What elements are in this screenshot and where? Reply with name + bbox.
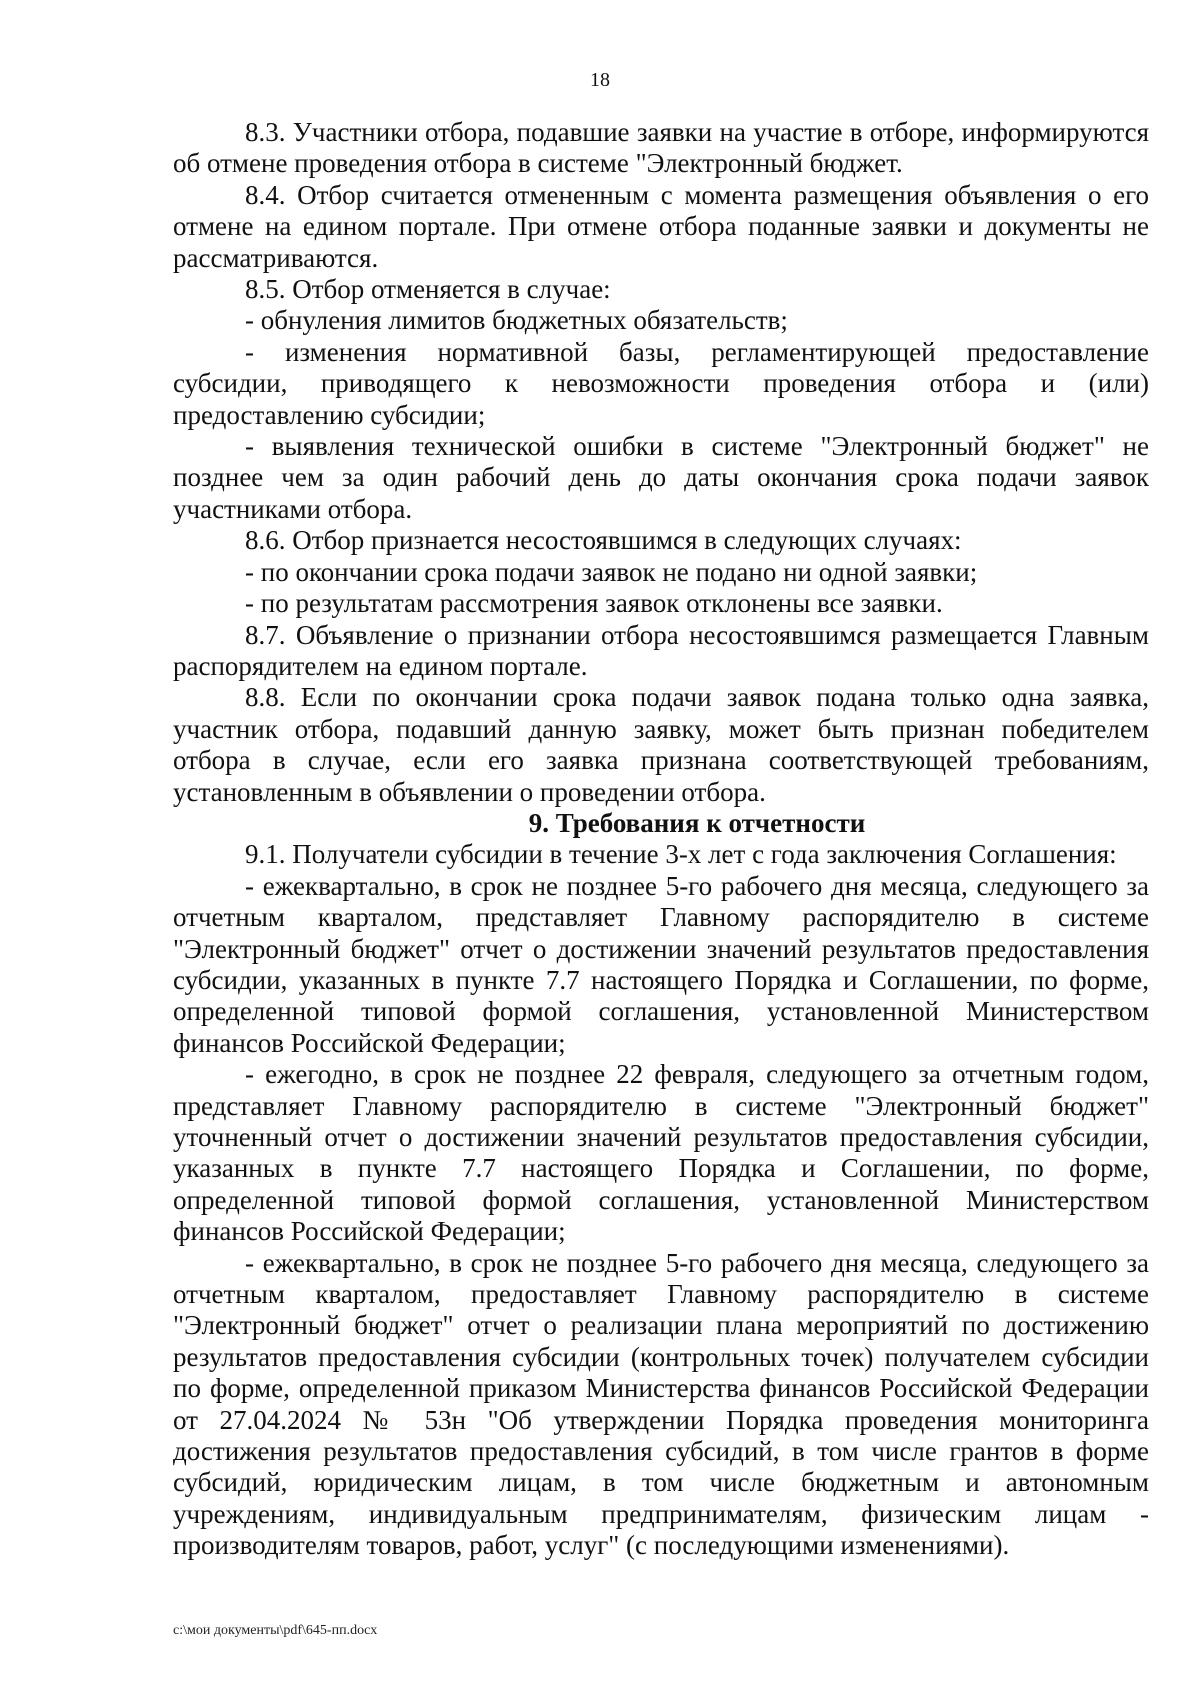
paragraph-8-4: 8.4. Отбор считается отмененным с момента размещения объявления о его отмене на едином портале. При отмене отбора поданные заявки и документы не рассматриваются. (173, 179, 1149, 273)
document-body (173, 117, 1149, 1562)
paragraph-9-1: 9.1. Получатели субсидии в течение 3-х лет с года заключения Соглашения: (245, 839, 1117, 870)
list-item: - выявления технической ошибки в системе "Электронный бюджет" не позднее чем за один рабочий день до даты окончания срока подачи заявок участниками отбора. (173, 431, 1149, 524)
list-item: - ежегодно, в срок не позднее 22 февраля, следующего за отчетным годом, представляет Главному распорядителю в системе "Электронный бюджет" уточненный отчет о достижении значений результатов предоставления субсидии, указанных в пункте 7.7 настоящего Порядка и Соглашении, по форме, определенной типовой формой соглашения, установленной Министерством финансов Российской Федерации; (173, 1059, 1149, 1247)
list-item: - обнуления лимитов бюджетных обязательств; (245, 305, 788, 336)
paragraph-8-3: 8.3. Участники отбора, подавшие заявки на участие в отборе, информируются об отмене проведения отбора в системе "Электронный бюджет. (173, 117, 1149, 179)
paragraph-8-5: 8.5. Отбор отменяется в случае: (245, 274, 611, 305)
footer-file-path: c:\мои документы\pdf\645-пп.docx (173, 1623, 378, 1638)
section-heading: 9. Требования к отчетности (528, 807, 866, 838)
list-item: - по окончании срока подачи заявок не подано ни одной заявки; (245, 556, 978, 587)
paragraph-8-8: 8.8. Если по окончании срока подачи заявок подана только одна заявка, участник отбора, подавший данную заявку, может быть признан победителем отбора в случае, если его заявка признана соответствующей требованиям, установленным в объявлении о проведении отбора. (173, 682, 1149, 807)
paragraph-8-7: 8.7. Объявление о признании отбора несостоявшимся размещается Главным распорядителем на едином портале. (173, 619, 1149, 681)
list-item: - ежеквартально, в срок не позднее 5-го рабочего дня месяца, следующего за отчетным кварталом, представляет Главному распорядителю в системе "Электронный бюджет" отчет о достижении значений результатов предоставления субсидии, указанных в пункте 7.7 настоящего Порядка и Соглашении, по форме, определенной типовой формой соглашения, установленной Министерством финансов Российской Федерации; (173, 870, 1149, 1058)
paragraph-8-6: 8.6. Отбор признается несостоявшимся в следующих случаях: (245, 525, 962, 556)
list-item: - ежеквартально, в срок не позднее 5-го рабочего дня месяца, следующего за отчетным кварталом, предоставляет Главному распорядителю в системе "Электронный бюджет" отчет о реализации плана мероприятий по достижению результатов предоставления субсидии (контрольных точек) получателем субсидии по форме, определенной приказом Министерства финансов Российской Федерации от 27.04.2024 № 53н "Об утверждении Порядка проведения мониторинга достижения результатов предоставления субсидий, в том числе грантов в форме субсидий, юридическим лицам, в том числе бюджетным и автономным учреждениям, индивидуальным предпринимателям, физическим лицам - производителям товаров, работ, услуг" (с последующими изменениями). (173, 1247, 1149, 1561)
page-number: 18 (590, 69, 610, 91)
list-item: - изменения нормативной базы, регламентирующей предоставление субсидии, приводящего к невозможности проведения отбора и (или) предоставлению субсидии; (173, 336, 1149, 430)
list-item: - по результатам рассмотрения заявок отклонены все заявки. (245, 588, 943, 619)
